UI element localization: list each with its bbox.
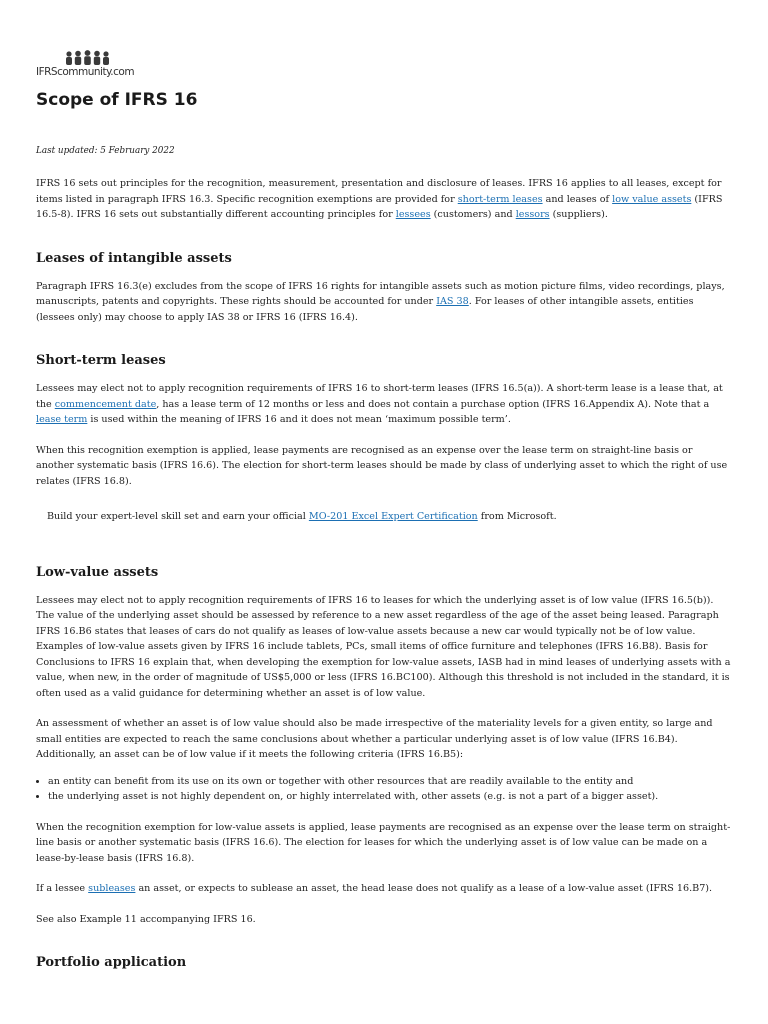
intro-paragraph xyxy=(36,176,732,223)
text: Build your expert-level skill set and earn your official xyxy=(47,511,309,522)
link-low-value-assets[interactable]: low value assets xyxy=(612,193,692,205)
short-term-paragraph-2: When this recognition exemption is applied, lease payments are recognised as an expense over the lease term on straight-line basis or another systematic basis (IFRS 16.6). The election for short-term leases should be made by class of underlying asset to which the right of use relates (IFRS 16.8). xyxy=(36,444,728,487)
text: IFRS 16 sets out principles for the recognition, measurement, presentation and disclosure of leases. IFRS 16 applies to all leases, except for items listed in paragraph IFRS 16.3. Specific recognition exemptions are provided for xyxy=(36,178,722,205)
article-body xyxy=(36,176,732,983)
link-excel-certification[interactable]: MO-201 Excel Expert Certification xyxy=(308,511,478,522)
last-updated: Last updated: 5 February 2022 xyxy=(36,146,175,156)
text: and leases of xyxy=(542,193,613,205)
criteria-list xyxy=(36,774,732,805)
text: Paragraph IFRS 16.3(e) excludes from the scope of IFRS 16 rights for intangible assets such as motion picture films, video recordings, plays, manuscripts, patents and copyrights. These rights should be accounted for under xyxy=(36,280,725,307)
link-subleases[interactable]: subleases xyxy=(88,883,136,894)
link-short-term-leases[interactable]: short-term leases xyxy=(457,193,543,205)
text: , has a lease term of 12 months or less and does not contain a purchase option (IFRS 16.Appendix A). Note that a xyxy=(156,398,710,410)
text: is used within the meaning of IFRS 16 and it does not mean ‘maximum possible term’. xyxy=(87,414,511,425)
low-value-paragraph-3: When the recognition exemption for low-value assets is applied, lease payments are recognised as an expense over the lease term on straight-line basis or another systematic basis (IFRS 16.6). The election for leases for which the underlying asset is of low value can be made on a lease-by-lease basis (IFRS 16.8). xyxy=(36,821,731,864)
promo-banner xyxy=(47,509,732,525)
text: from Microsoft. xyxy=(477,511,557,522)
short-term-paragraph-1 xyxy=(36,381,732,428)
heading-short-term-leases: Short-term leases xyxy=(36,353,166,368)
text: If a lessee xyxy=(36,883,89,894)
text: . For leases of other intangible assets, entities (lessees only) may choose to apply IAS 38 or IFRS 16 (IFRS 16.4). xyxy=(36,296,694,323)
list-item: • an entity can benefit from its use on its own or together with other resources that are readily available to the entity and xyxy=(48,774,732,790)
text: (customers) and xyxy=(430,209,516,220)
link-lessees[interactable]: lessees xyxy=(395,209,431,220)
see-also-paragraph: See also Example 11 accompanying IFRS 16. xyxy=(36,913,256,925)
text: Lessees may elect not to apply recognition requirements of IFRS 16 to short-term leases (IFRS 16.5(a)). A short-term lease is a lease that, at the xyxy=(36,383,723,410)
text: (IFRS 16.5-8). IFRS 16 sets out substantially different accounting principles for xyxy=(36,193,723,220)
site-logo[interactable] xyxy=(36,50,134,82)
text: an asset, or expects to sublease an asset, the head lease does not qualify as a lease of a low-value asset (IFRS 16.B7). xyxy=(135,883,713,894)
link-commencement-date[interactable]: commencement date xyxy=(54,398,157,410)
link-lessors[interactable]: lessors xyxy=(515,209,550,220)
low-value-paragraph-1: Lessees may elect not to apply recognition requirements of IFRS 16 to leases for which the underlying asset is of low value (IFRS 16.5(b)). The value of the underlying asset should be assessed by reference to a new asset regardless of the age of the asset being leased. Paragraph IFRS 16.B6 states that leases of cars do not qualify as leases of low-value assets because a new car would typically not be of low value. Examples of low-value assets given by IFRS 16 include tablets, PCs, small items of office furniture and telephones (IFRS 16.B8). Basis for Conclusions to IFRS 16 explain that, when developing the exemption for low-value assets, IASB had in mind leases of underlying assets with a value, when new, in the order of magnitude of US$5,000 or less (IFRS 16.BC100). Although this threshold is not included in the standard, it is often used as a valid guidance for determining whether an asset is of low value. xyxy=(36,594,731,699)
intangible-paragraph xyxy=(36,279,732,326)
low-value-paragraph-2: An assessment of whether an asset is of low value should also be made irrespective of the materiality levels for a given entity, so large and small entities are expected to reach the same conclusions about whether a particular underlying asset is of low value (IFRS 16.B4). Additionally, an asset can be of low value if it meets the following criteria (IFRS 16.B5): xyxy=(36,718,713,760)
heading-portfolio-application: Portfolio application xyxy=(36,955,187,970)
link-ias-38[interactable]: IAS 38 xyxy=(436,296,469,307)
logo-text: IFRScommunity.com xyxy=(36,66,135,78)
list-item: • the underlying asset is not highly dependent on, or highly interrelated with, other assets (e.g. is not a part of a bigger asset). xyxy=(48,789,732,805)
text: (suppliers). xyxy=(549,209,608,220)
heading-low-value-assets: Low-value assets xyxy=(36,564,159,580)
link-lease-term[interactable]: lease term xyxy=(36,414,88,425)
community-people-icon xyxy=(64,50,118,66)
heading-intangible-assets: Leases of intangible assets xyxy=(36,250,232,266)
sublease-paragraph xyxy=(36,881,732,897)
page-title: Scope of IFRS 16 xyxy=(36,90,198,110)
